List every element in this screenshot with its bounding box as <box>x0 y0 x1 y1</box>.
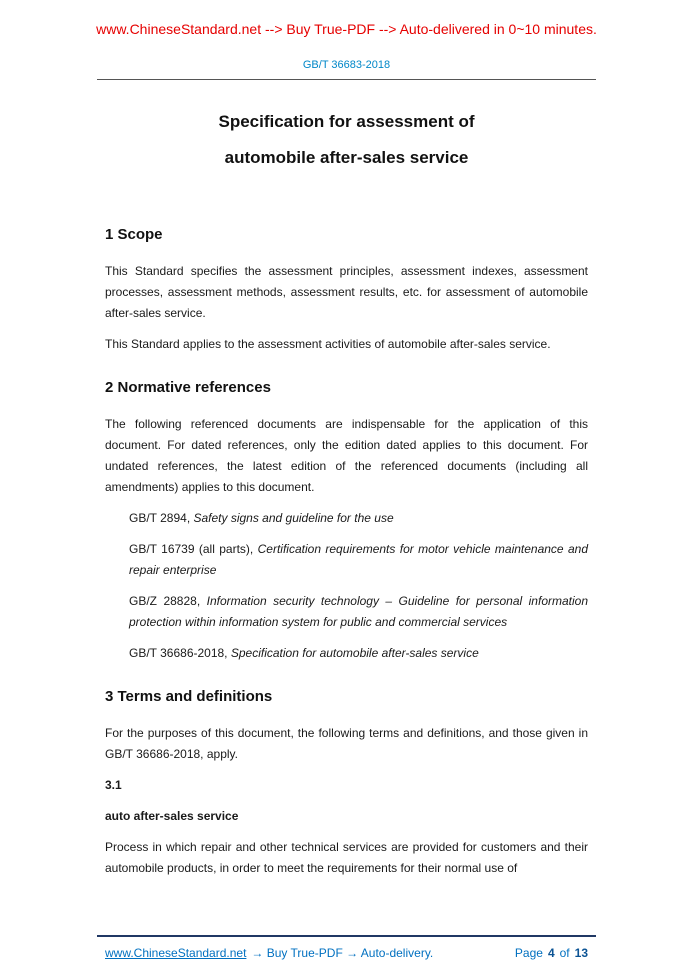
reference-code: GB/Z 28828, <box>129 594 207 608</box>
header-divider <box>97 79 596 80</box>
reference-code: GB/T 2894, <box>129 511 194 525</box>
reference-title: Safety signs and guideline for the use <box>193 511 394 525</box>
normative-paragraph-1: The following referenced documents are indispensable for the application of this document. For dated references, only the edition dated applies to this document. For undated references, the latest edition of the referenced documents (including all amendments) applies to this document. <box>105 417 588 494</box>
reference-code: GB/T 36686-2018, <box>129 646 231 660</box>
footer-divider <box>97 935 596 937</box>
terms-paragraph-1: For the purposes of this document, the following terms and definitions, and those given in GB/T 36686-2018, apply. <box>105 726 588 761</box>
reference-item <box>129 508 588 529</box>
page-footer <box>0 935 693 980</box>
term-number: 3.1 <box>105 778 122 792</box>
promo-banner: www.ChineseStandard.net --> Buy True-PDF --> Auto-delivered in 0~10 minutes. <box>96 21 597 37</box>
document-body <box>0 224 693 879</box>
scope-paragraph-2: This Standard applies to the assessment activities of automobile after-sales service. <box>105 337 551 351</box>
standard-number: GB/T 36683-2018 <box>302 59 391 71</box>
total-page-number: 13 <box>574 946 588 960</box>
footer-left <box>105 946 433 960</box>
reference-item <box>129 643 588 664</box>
term-name: auto after-sales service <box>105 809 239 823</box>
footer-website-link[interactable]: www.ChineseStandard.net <box>105 946 247 960</box>
reference-title: Information security technology – Guideline for personal information protection within information system for public and commercial services <box>129 594 589 629</box>
section-heading-normative-references: 2 Normative references <box>105 379 271 396</box>
scope-paragraph-1: This Standard specifies the assessment principles, assessment indexes, assessment processes, assessment methods, assessment results, etc. for assessment of automobile after-sales service. <box>105 264 588 320</box>
reference-code: GB/T 16739 (all parts), <box>129 542 258 556</box>
document-title-line-2: automobile after-sales service <box>224 148 469 167</box>
reference-item <box>129 591 588 633</box>
footer-page-indicator <box>515 946 588 960</box>
term-definition: Process in which repair and other technical services are provided for customers and their automobile products, in order to meet the requirements for their normal use of <box>105 840 588 875</box>
current-page-number: 4 <box>547 946 555 960</box>
footer-tagline: → Buy True-PDF → Auto-delivery. <box>251 946 434 960</box>
of-label: of <box>559 946 570 960</box>
reference-item <box>129 539 588 581</box>
document-title <box>0 104 693 176</box>
document-title-line-1: Specification for assessment of <box>218 112 475 131</box>
reference-title: Certification requirements for motor vehicle maintenance and repair enterprise <box>129 542 588 577</box>
page-label: Page <box>514 946 543 960</box>
reference-title: Specification for automobile after-sales service <box>230 646 479 660</box>
section-heading-terms-definitions: 3 Terms and definitions <box>105 688 273 705</box>
footer-row <box>0 946 693 960</box>
section-heading-scope: 1 Scope <box>105 226 163 243</box>
